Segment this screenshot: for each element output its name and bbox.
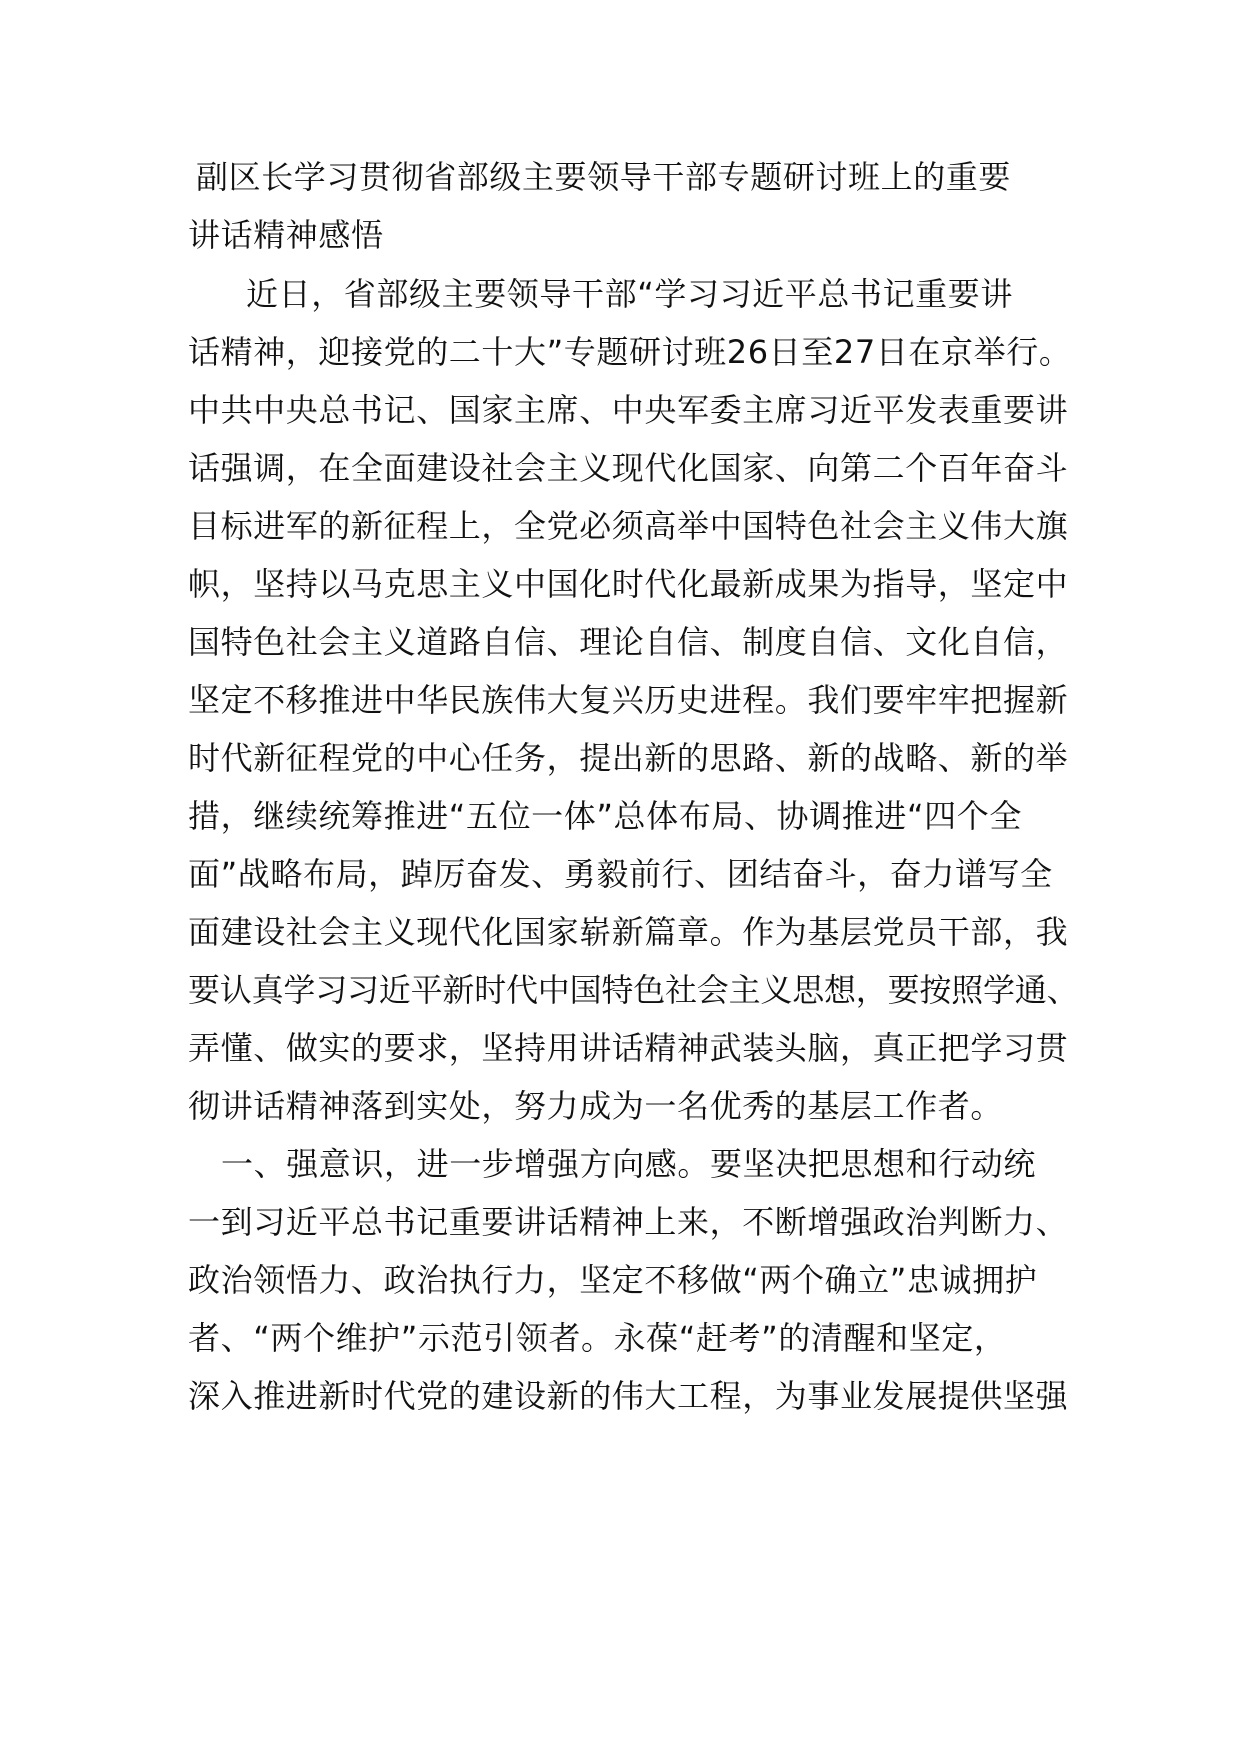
body-line-5: 目标进军的新征程上，全党必须高举中国特色社会主义伟大旗: [188, 507, 1069, 545]
body-line-14: 弄懂、做实的要求，坚持用讲话精神武装头脑，真正把学习贯: [188, 1029, 1069, 1067]
body-line-16: 一、强意识，进一步增强方向感。要坚决把思想和行动统: [221, 1145, 1037, 1183]
body-line-9: 时代新征程党的中心任务，提出新的思路、新的战略、新的举: [188, 739, 1069, 777]
body-line-13: 要认真学习习近平新时代中国特色社会主义思想，要按照学通、: [188, 971, 1079, 1009]
body-line-17: 一到习近平总书记重要讲话精神上来，不断增强政治判断力、: [188, 1203, 1069, 1241]
body-line-1: 近日，省部级主要领导干部“学习习近平总书记重要讲: [246, 275, 1013, 313]
body-line-19: 者、“两个维护”示范引领者。永葆“赶考”的清醒和坚定，: [188, 1319, 1007, 1357]
body-line-8: 坚定不移推进中华民族伟大复兴历史进程。我们要牢牢把握新: [188, 681, 1069, 719]
body-line-15: 彻讲话精神落到实处，努力成为一名优秀的基层工作者。: [188, 1087, 1004, 1125]
title-line-2: 讲话精神感悟: [188, 216, 384, 254]
body-line-4: 话强调，在全面建设社会主义现代化国家、向第二个百年奋斗: [188, 449, 1069, 487]
body-line-12: 面建设社会主义现代化国家崭新篇章。作为基层党员干部，我: [188, 913, 1069, 951]
body-line-20: 深入推进新时代党的建设新的伟大工程，为事业发展提供坚强: [188, 1377, 1069, 1415]
body-line-10: 措，继续统筹推进“五位一体”总体布局、协调推进“四个全: [188, 797, 1022, 835]
title-line-1: 副区长学习贯彻省部级主要领导干部专题研讨班上的重要: [196, 158, 1012, 196]
body-line-7: 国特色社会主义道路自信、理论自信、制度自信、文化自信，: [188, 623, 1069, 661]
body-line-18: 政治领悟力、政治执行力，坚定不移做“两个确立”忠诚拥护: [188, 1261, 1038, 1299]
body-line-2: 话精神，迎接党的二十大”专题研讨班26日至27日在京举行。: [188, 333, 1072, 371]
body-line-3: 中共中央总书记、国家主席、中央军委主席习近平发表重要讲: [188, 391, 1069, 429]
body-line-11: 面”战略布局，踔厉奋发、勇毅前行、团结奋斗，奋力谱写全: [188, 855, 1053, 893]
body-line-6: 帜，坚持以马克思主义中国化时代化最新成果为指导，坚定中: [188, 565, 1069, 603]
